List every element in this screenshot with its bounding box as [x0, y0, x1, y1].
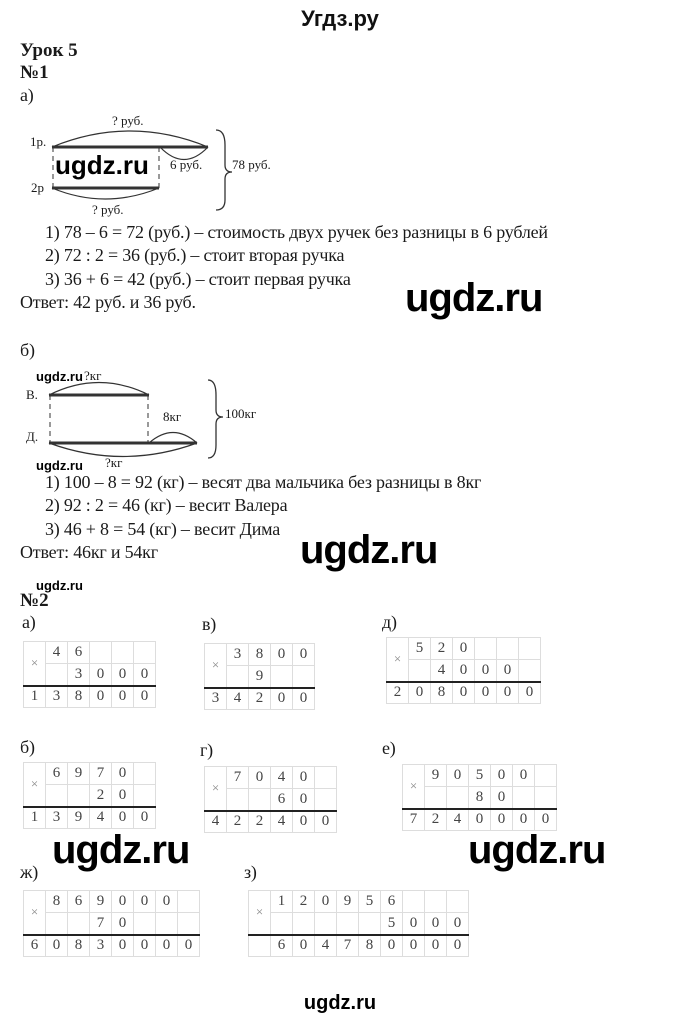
- multiply-sign: ×: [24, 763, 46, 807]
- grid-cell: [134, 763, 156, 785]
- grid-cell: 0: [453, 682, 475, 704]
- grid-cell: [519, 638, 541, 660]
- grid-cell: [359, 913, 381, 935]
- watermark: ugdz.ru: [36, 578, 83, 593]
- diagram-a-top-question: ? руб.: [112, 113, 144, 128]
- grid-cell: [90, 642, 112, 664]
- task1-a-step-2: 2) 72 : 2 = 36 (руб.) – стоит вторая ручка: [45, 245, 345, 265]
- grid-cell: 0: [453, 638, 475, 660]
- task1-b-step-1: 1) 100 – 8 = 92 (кг) – весят два мальчика без разницы в 8кг: [45, 472, 482, 492]
- task1-b-answer: Ответ: 46кг и 54кг: [20, 542, 158, 562]
- grid-cell: 3: [205, 688, 227, 710]
- grid-cell: [46, 913, 68, 935]
- grid-cell: 3: [90, 935, 112, 957]
- grid-cell: 2: [425, 809, 447, 831]
- grid-cell: [249, 789, 271, 811]
- grid-cell: 0: [112, 664, 134, 686]
- grid-cell: 0: [46, 935, 68, 957]
- grid-cell: 2: [90, 785, 112, 807]
- grid-cell: 0: [112, 935, 134, 957]
- site-title: Угдз.ру: [301, 6, 379, 31]
- grid-cell: [497, 638, 519, 660]
- grid-cell: 0: [156, 891, 178, 913]
- grid-cell: 0: [425, 913, 447, 935]
- grid-cell: [134, 913, 156, 935]
- grid-cell: 6: [24, 935, 46, 957]
- grid-cell: 3: [46, 807, 68, 829]
- grid-cell: 3: [68, 664, 90, 686]
- grid-cell: [227, 789, 249, 811]
- diagram-b-bottom-question: ?кг: [105, 455, 123, 470]
- diagram-b-row2-label: Д.: [26, 429, 39, 444]
- task1-part-a-label: а): [20, 85, 34, 105]
- diagram-a-total: 78 руб.: [232, 157, 271, 172]
- grid-cell: 4: [46, 642, 68, 664]
- grid-cell: 1: [24, 807, 46, 829]
- grid-cell: 8: [46, 891, 68, 913]
- grid-cell: 0: [293, 767, 315, 789]
- grid-cell: 4: [315, 935, 337, 957]
- grid-cell: [447, 891, 469, 913]
- grid-cell: 0: [249, 767, 271, 789]
- grid-cell: 9: [425, 765, 447, 787]
- grid-cell: 6: [381, 891, 403, 913]
- grid-cell: 6: [68, 642, 90, 664]
- watermark: ugdz.ru: [36, 369, 83, 384]
- grid-cell: [337, 913, 359, 935]
- grid-cell: 4: [431, 660, 453, 682]
- grid-cell: 0: [90, 664, 112, 686]
- grid-cell: 0: [293, 811, 315, 833]
- task2-v-label: в): [202, 614, 217, 634]
- task2-z-label: з): [244, 862, 257, 882]
- grid-cell: 9: [249, 666, 271, 688]
- watermark: ugdz.ru: [52, 828, 190, 872]
- watermark: ugdz.ru: [55, 150, 149, 180]
- task2-b-label: б): [20, 737, 35, 757]
- grid-cell: 0: [475, 682, 497, 704]
- grid-cell: 3: [227, 644, 249, 666]
- grid-cell: [249, 935, 271, 957]
- grid-cell: 1: [24, 686, 46, 708]
- grid-cell: 0: [315, 891, 337, 913]
- diagram-a-difference: 6 руб.: [170, 157, 203, 172]
- grid-cell: [315, 789, 337, 811]
- grid-cell: [315, 767, 337, 789]
- grid-cell: [134, 785, 156, 807]
- grid-cell: 2: [227, 811, 249, 833]
- grid-cell: 0: [112, 913, 134, 935]
- grid-cell: 5: [469, 765, 491, 787]
- grid-cell: 0: [134, 935, 156, 957]
- grid-cell: 5: [381, 913, 403, 935]
- grid-cell: 0: [519, 682, 541, 704]
- grid-cell: 0: [513, 765, 535, 787]
- multiplication-grid-b: [23, 762, 156, 829]
- grid-cell: [315, 913, 337, 935]
- grid-cell: [271, 666, 293, 688]
- grid-cell: 6: [271, 789, 293, 811]
- grid-cell: 8: [431, 682, 453, 704]
- grid-cell: [46, 664, 68, 686]
- grid-cell: 6: [68, 891, 90, 913]
- grid-cell: 4: [90, 807, 112, 829]
- grid-cell: [134, 642, 156, 664]
- grid-cell: 7: [403, 809, 425, 831]
- grid-cell: 8: [359, 935, 381, 957]
- grid-cell: 0: [453, 660, 475, 682]
- grid-cell: [293, 913, 315, 935]
- grid-cell: 9: [90, 891, 112, 913]
- grid-cell: 0: [447, 913, 469, 935]
- grid-cell: [156, 913, 178, 935]
- task2-number: №2: [20, 590, 49, 611]
- diagram-b-row1-label: В.: [26, 387, 38, 402]
- grid-cell: 0: [112, 785, 134, 807]
- grid-cell: 0: [134, 807, 156, 829]
- grid-cell: 4: [271, 811, 293, 833]
- grid-cell: 0: [112, 686, 134, 708]
- grid-cell: 4: [205, 811, 227, 833]
- grid-cell: [425, 787, 447, 809]
- task1-b-step-3: 3) 46 + 8 = 54 (кг) – весит Дима: [45, 519, 281, 539]
- grid-cell: 0: [178, 935, 200, 957]
- multiplication-grid-zh: [23, 890, 200, 957]
- grid-cell: 8: [249, 644, 271, 666]
- task1-a-step-3: 3) 36 + 6 = 42 (руб.) – стоит первая ручка: [45, 269, 351, 289]
- grid-cell: 8: [469, 787, 491, 809]
- multiply-sign: ×: [403, 765, 425, 809]
- grid-cell: 7: [90, 913, 112, 935]
- grid-cell: 7: [90, 763, 112, 785]
- grid-cell: 0: [271, 644, 293, 666]
- grid-cell: 0: [491, 765, 513, 787]
- watermark: ugdz.ru: [468, 828, 606, 872]
- diagram-b-difference: 8кг: [163, 409, 182, 424]
- grid-cell: 2: [431, 638, 453, 660]
- grid-cell: 1: [271, 891, 293, 913]
- grid-cell: 0: [535, 809, 557, 831]
- grid-cell: 7: [227, 767, 249, 789]
- grid-cell: 2: [249, 688, 271, 710]
- grid-cell: 0: [90, 686, 112, 708]
- grid-cell: 9: [68, 763, 90, 785]
- grid-cell: 0: [497, 660, 519, 682]
- task2-e-label: е): [382, 738, 396, 758]
- diagram-b-top-question: ?кг: [84, 368, 102, 383]
- grid-cell: 0: [112, 807, 134, 829]
- grid-cell: 0: [315, 811, 337, 833]
- multiplication-grid-z: [248, 890, 469, 957]
- grid-cell: 0: [475, 660, 497, 682]
- grid-cell: 0: [293, 935, 315, 957]
- grid-cell: 0: [112, 763, 134, 785]
- grid-cell: [178, 891, 200, 913]
- grid-cell: 0: [381, 935, 403, 957]
- grid-cell: 2: [249, 811, 271, 833]
- task1-a-step-1: 1) 78 – 6 = 72 (руб.) – стоимость двух ручек без разницы в 6 рублей: [45, 222, 548, 242]
- multiply-sign: ×: [205, 644, 227, 688]
- grid-cell: 0: [513, 809, 535, 831]
- diagram-a-row1-label: 1р.: [30, 134, 47, 149]
- grid-cell: 8: [68, 686, 90, 708]
- grid-cell: 7: [337, 935, 359, 957]
- task2-d-label: д): [382, 612, 397, 632]
- watermark: ugdz.ru: [300, 528, 438, 572]
- grid-cell: 4: [271, 767, 293, 789]
- diagram-b-total: 100кг: [225, 406, 257, 421]
- grid-cell: [425, 891, 447, 913]
- task2-a-label: а): [22, 612, 36, 632]
- grid-cell: 0: [491, 787, 513, 809]
- grid-cell: 5: [359, 891, 381, 913]
- grid-cell: [46, 785, 68, 807]
- multiplication-grid-g: [204, 766, 337, 833]
- grid-cell: 0: [403, 913, 425, 935]
- grid-cell: 9: [68, 807, 90, 829]
- grid-cell: [293, 666, 315, 688]
- task1-a-answer: Ответ: 42 руб. и 36 руб.: [20, 292, 196, 312]
- task1-part-b-label: б): [20, 340, 35, 360]
- multiply-sign: ×: [249, 891, 271, 935]
- grid-cell: [112, 642, 134, 664]
- grid-cell: 0: [497, 682, 519, 704]
- grid-cell: 4: [227, 688, 249, 710]
- task1-number: №1: [20, 62, 49, 83]
- diagram-a-row2-label: 2р: [31, 180, 44, 195]
- footer-watermark: ugdz.ru: [303, 992, 377, 1014]
- grid-cell: 0: [134, 664, 156, 686]
- multiply-sign: ×: [24, 642, 46, 686]
- grid-cell: 0: [425, 935, 447, 957]
- multiply-sign: ×: [24, 891, 46, 935]
- grid-cell: 0: [134, 891, 156, 913]
- grid-cell: 5: [409, 638, 431, 660]
- grid-cell: 0: [447, 765, 469, 787]
- task2-g-label: г): [200, 740, 213, 760]
- grid-cell: [535, 787, 557, 809]
- multiplication-grid-d: [386, 637, 541, 704]
- grid-cell: 0: [293, 789, 315, 811]
- multiplication-grid-a: [23, 641, 156, 708]
- grid-cell: 2: [293, 891, 315, 913]
- multiply-sign: ×: [387, 638, 409, 682]
- watermark: ugdz.ru: [36, 458, 83, 473]
- multiplication-grid-e: [402, 764, 557, 831]
- grid-cell: 6: [271, 935, 293, 957]
- grid-cell: [68, 913, 90, 935]
- grid-cell: [227, 666, 249, 688]
- grid-cell: 0: [469, 809, 491, 831]
- grid-cell: 3: [46, 686, 68, 708]
- grid-cell: 0: [156, 935, 178, 957]
- multiplication-grid-v: [204, 643, 315, 710]
- grid-cell: 4: [447, 809, 469, 831]
- grid-cell: 9: [337, 891, 359, 913]
- grid-cell: [513, 787, 535, 809]
- grid-cell: [68, 785, 90, 807]
- grid-cell: [409, 660, 431, 682]
- grid-cell: [271, 913, 293, 935]
- grid-cell: 0: [112, 891, 134, 913]
- multiply-sign: ×: [205, 767, 227, 811]
- lesson-title: Урок 5: [20, 40, 78, 61]
- grid-cell: 0: [293, 644, 315, 666]
- grid-cell: 6: [46, 763, 68, 785]
- grid-cell: [403, 891, 425, 913]
- grid-cell: 0: [271, 688, 293, 710]
- grid-cell: 0: [403, 935, 425, 957]
- watermark: ugdz.ru: [405, 276, 543, 320]
- diagram-a-bottom-question: ? руб.: [92, 202, 124, 217]
- task1-b-step-2: 2) 92 : 2 = 46 (кг) – весит Валера: [45, 495, 288, 515]
- grid-cell: [535, 765, 557, 787]
- grid-cell: 0: [409, 682, 431, 704]
- task2-zh-label: ж): [20, 862, 39, 882]
- grid-cell: [447, 787, 469, 809]
- grid-cell: [475, 638, 497, 660]
- grid-cell: [519, 660, 541, 682]
- grid-cell: 2: [387, 682, 409, 704]
- grid-cell: 0: [447, 935, 469, 957]
- grid-cell: 0: [491, 809, 513, 831]
- grid-cell: [178, 913, 200, 935]
- grid-cell: 0: [134, 686, 156, 708]
- grid-cell: 0: [293, 688, 315, 710]
- grid-cell: 8: [68, 935, 90, 957]
